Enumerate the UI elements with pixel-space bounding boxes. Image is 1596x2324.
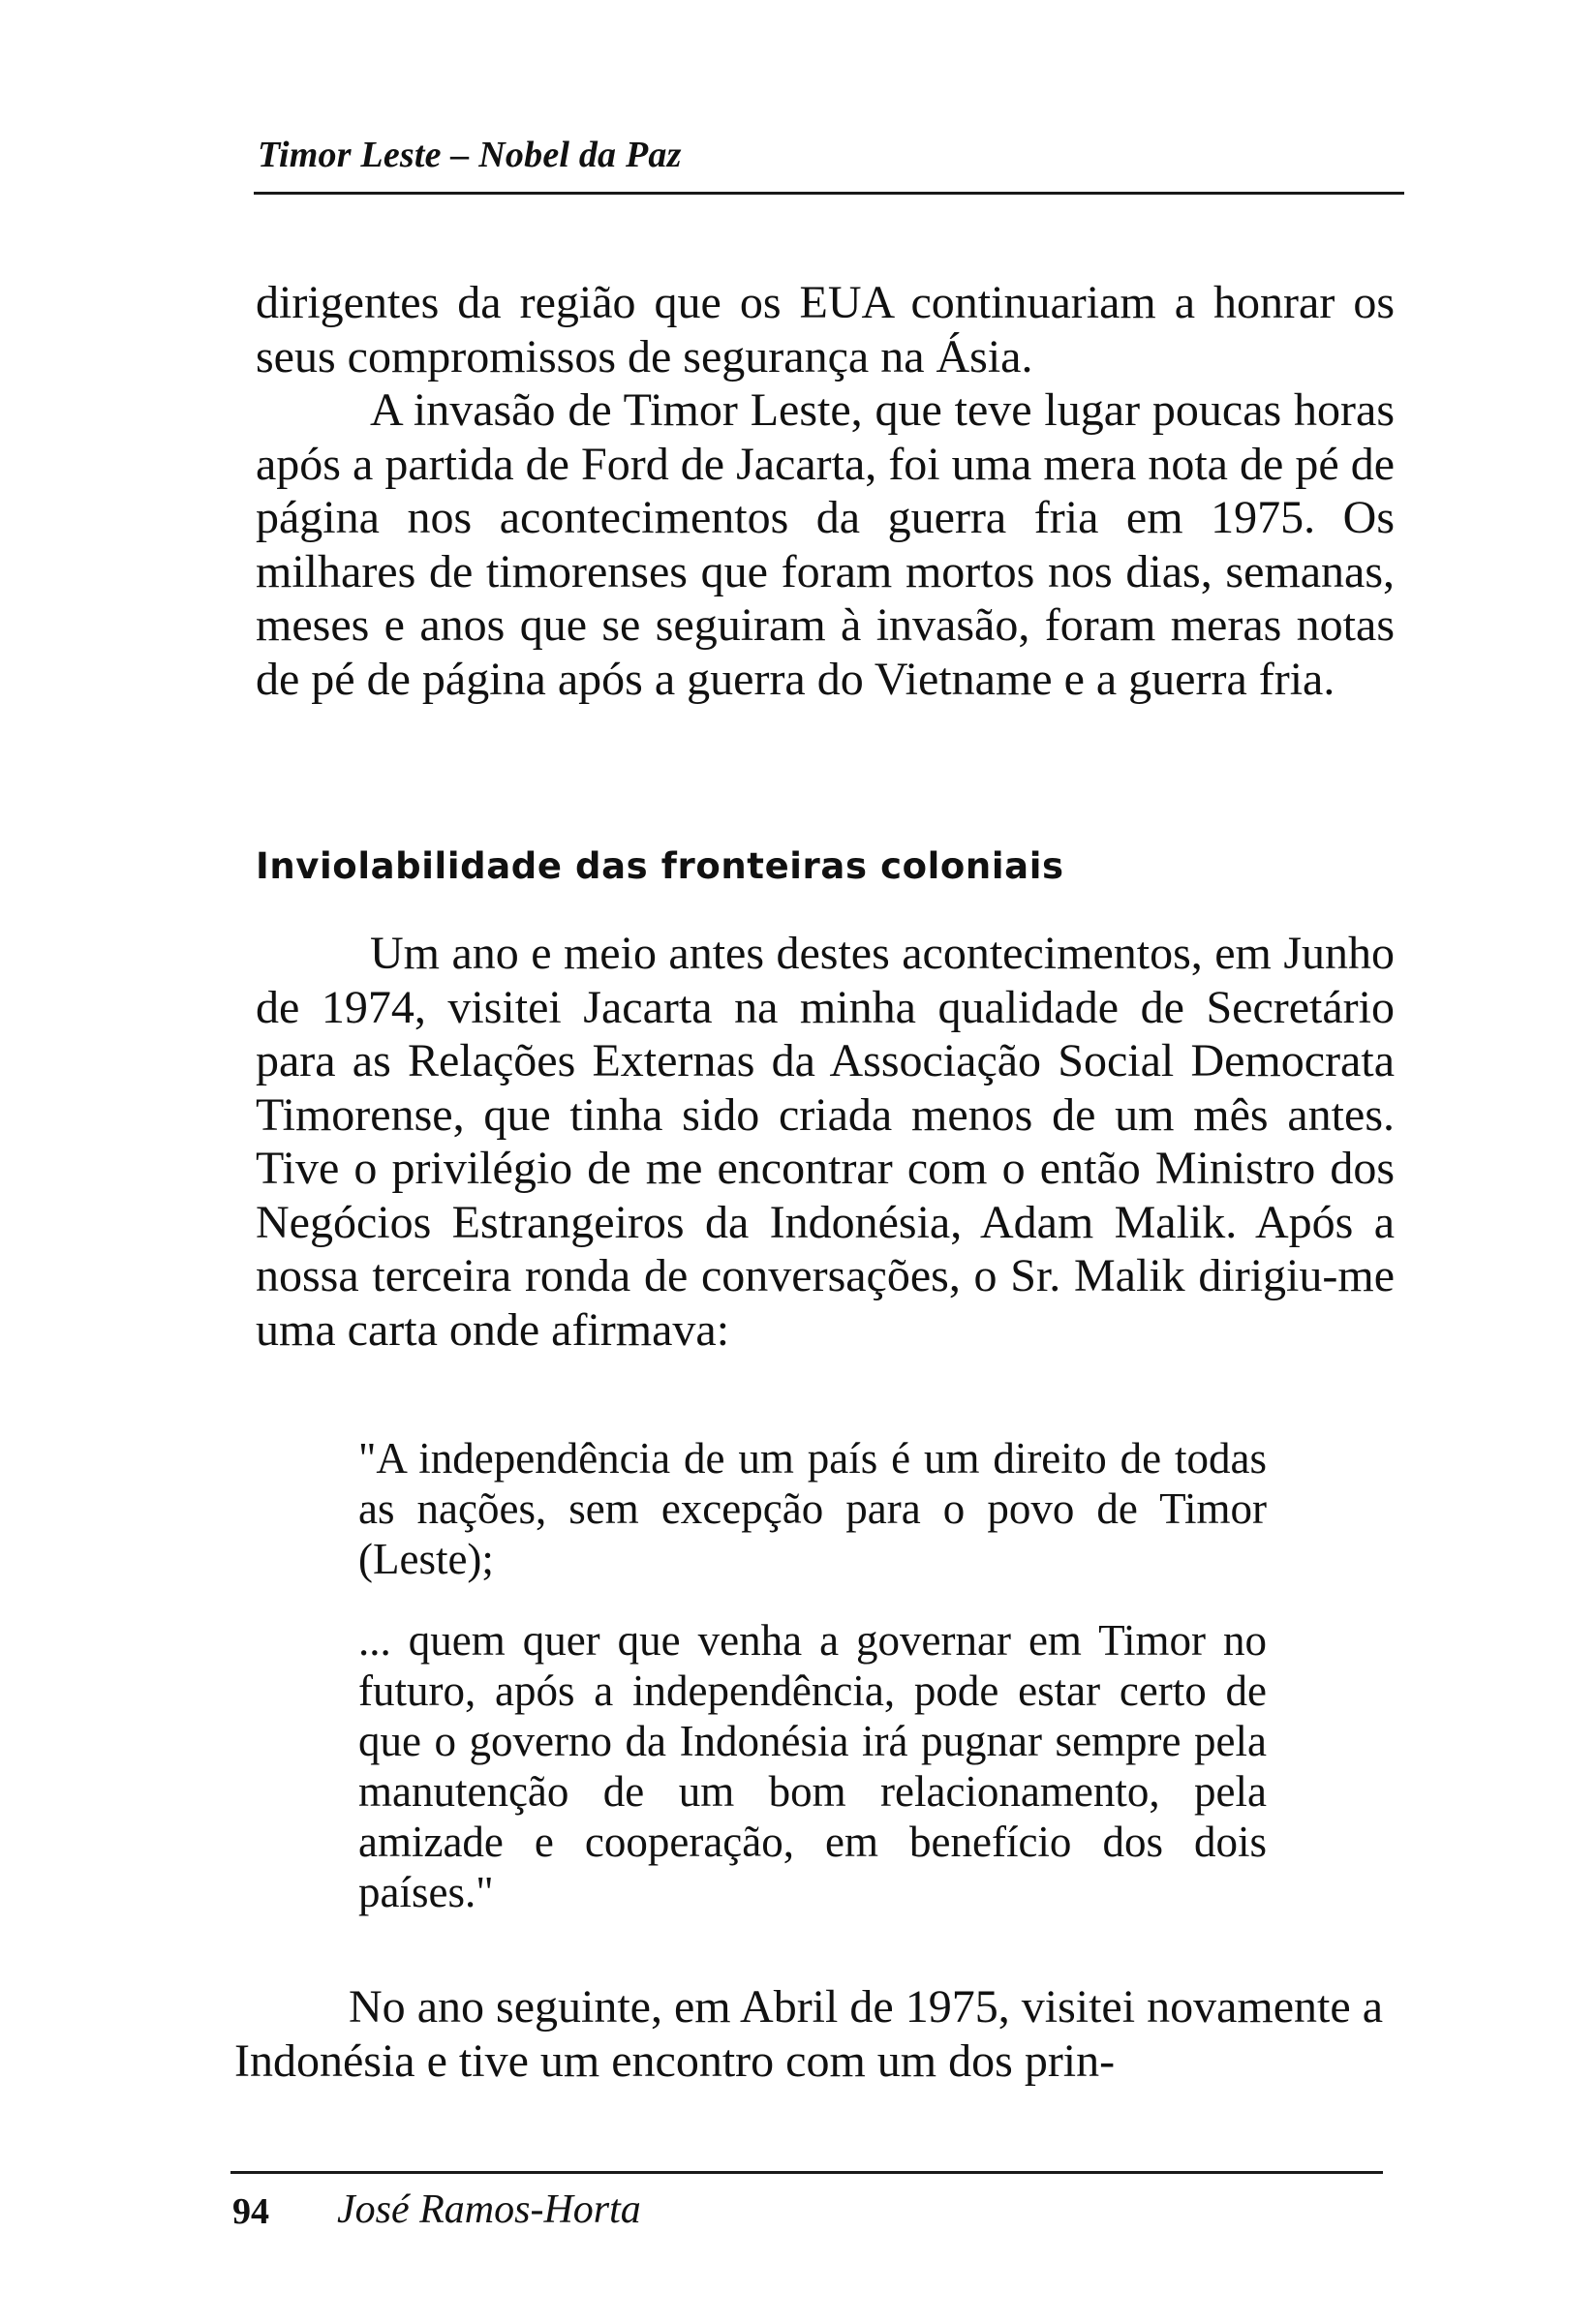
text-block-intro bbox=[256, 276, 1395, 706]
footer-author: José Ramos-Horta bbox=[337, 2187, 641, 2232]
header-rule bbox=[254, 192, 1404, 195]
quote-paragraph-1: "A independência de um país é um direito de todas as nações, sem excepção para o povo de Timor (Leste); bbox=[358, 1434, 1267, 1583]
paragraph-malik-meeting: Um ano e meio antes destes acontecimentos, em Junho de 1974, visitei Jacarta na minha qualidade de Secretário para as Relações Externas da Associação Social Democrata Timorense, que tinha sido criada menos de um mês antes. Tive o privilégio de me encontrar com o então Ministro dos Negócios Estrangeiros da Indonésia, Adam Malik. Após a nossa terceira ronda de conversações, o Sr. Malik dirigiu-me uma carta onde afirmava: bbox=[256, 928, 1395, 1356]
paragraph-continuation: dirigentes da região que os EUA continuariam a honrar os seus compromissos de segurança na Ásia. bbox=[256, 277, 1395, 382]
block-quote-1 bbox=[358, 1433, 1267, 1584]
footer-rule bbox=[230, 2171, 1383, 2174]
block-quote-2 bbox=[358, 1615, 1267, 1917]
page-number: 94 bbox=[232, 2191, 269, 2232]
running-head-title: Timor Leste – Nobel da Paz bbox=[258, 135, 682, 175]
section-heading: Inviolabilidade das fronteiras coloniais bbox=[256, 845, 1064, 887]
paragraph-invasion: A invasão de Timor Leste, que teve lugar poucas horas após a partida de Ford de Jacarta, foi uma mera nota de pé de página nos acontecimentos da guerra fria em 1975. Os milhares de timorenses que foram mortos nos dias, semanas, meses e anos que se seguiram à invasão, foram meras notas de pé de página após a guerra do Vietname e a guerra fria. bbox=[256, 384, 1395, 705]
paragraph-following-year: No ano seguinte, em Abril de 1975, visitei novamente a Indonésia e tive um encontro com um dos prin- bbox=[234, 1981, 1383, 2087]
text-block-section bbox=[256, 927, 1395, 1357]
quote-paragraph-2: ... quem quer que venha a governar em Timor no futuro, após a independência, pode estar certo de que o governo da Indonésia irá pugnar sempre pela manutenção de um bom relacionamento, pela amizade e cooperação, em benefício dos dois países." bbox=[358, 1616, 1267, 1916]
text-block-closing bbox=[234, 1980, 1383, 2088]
